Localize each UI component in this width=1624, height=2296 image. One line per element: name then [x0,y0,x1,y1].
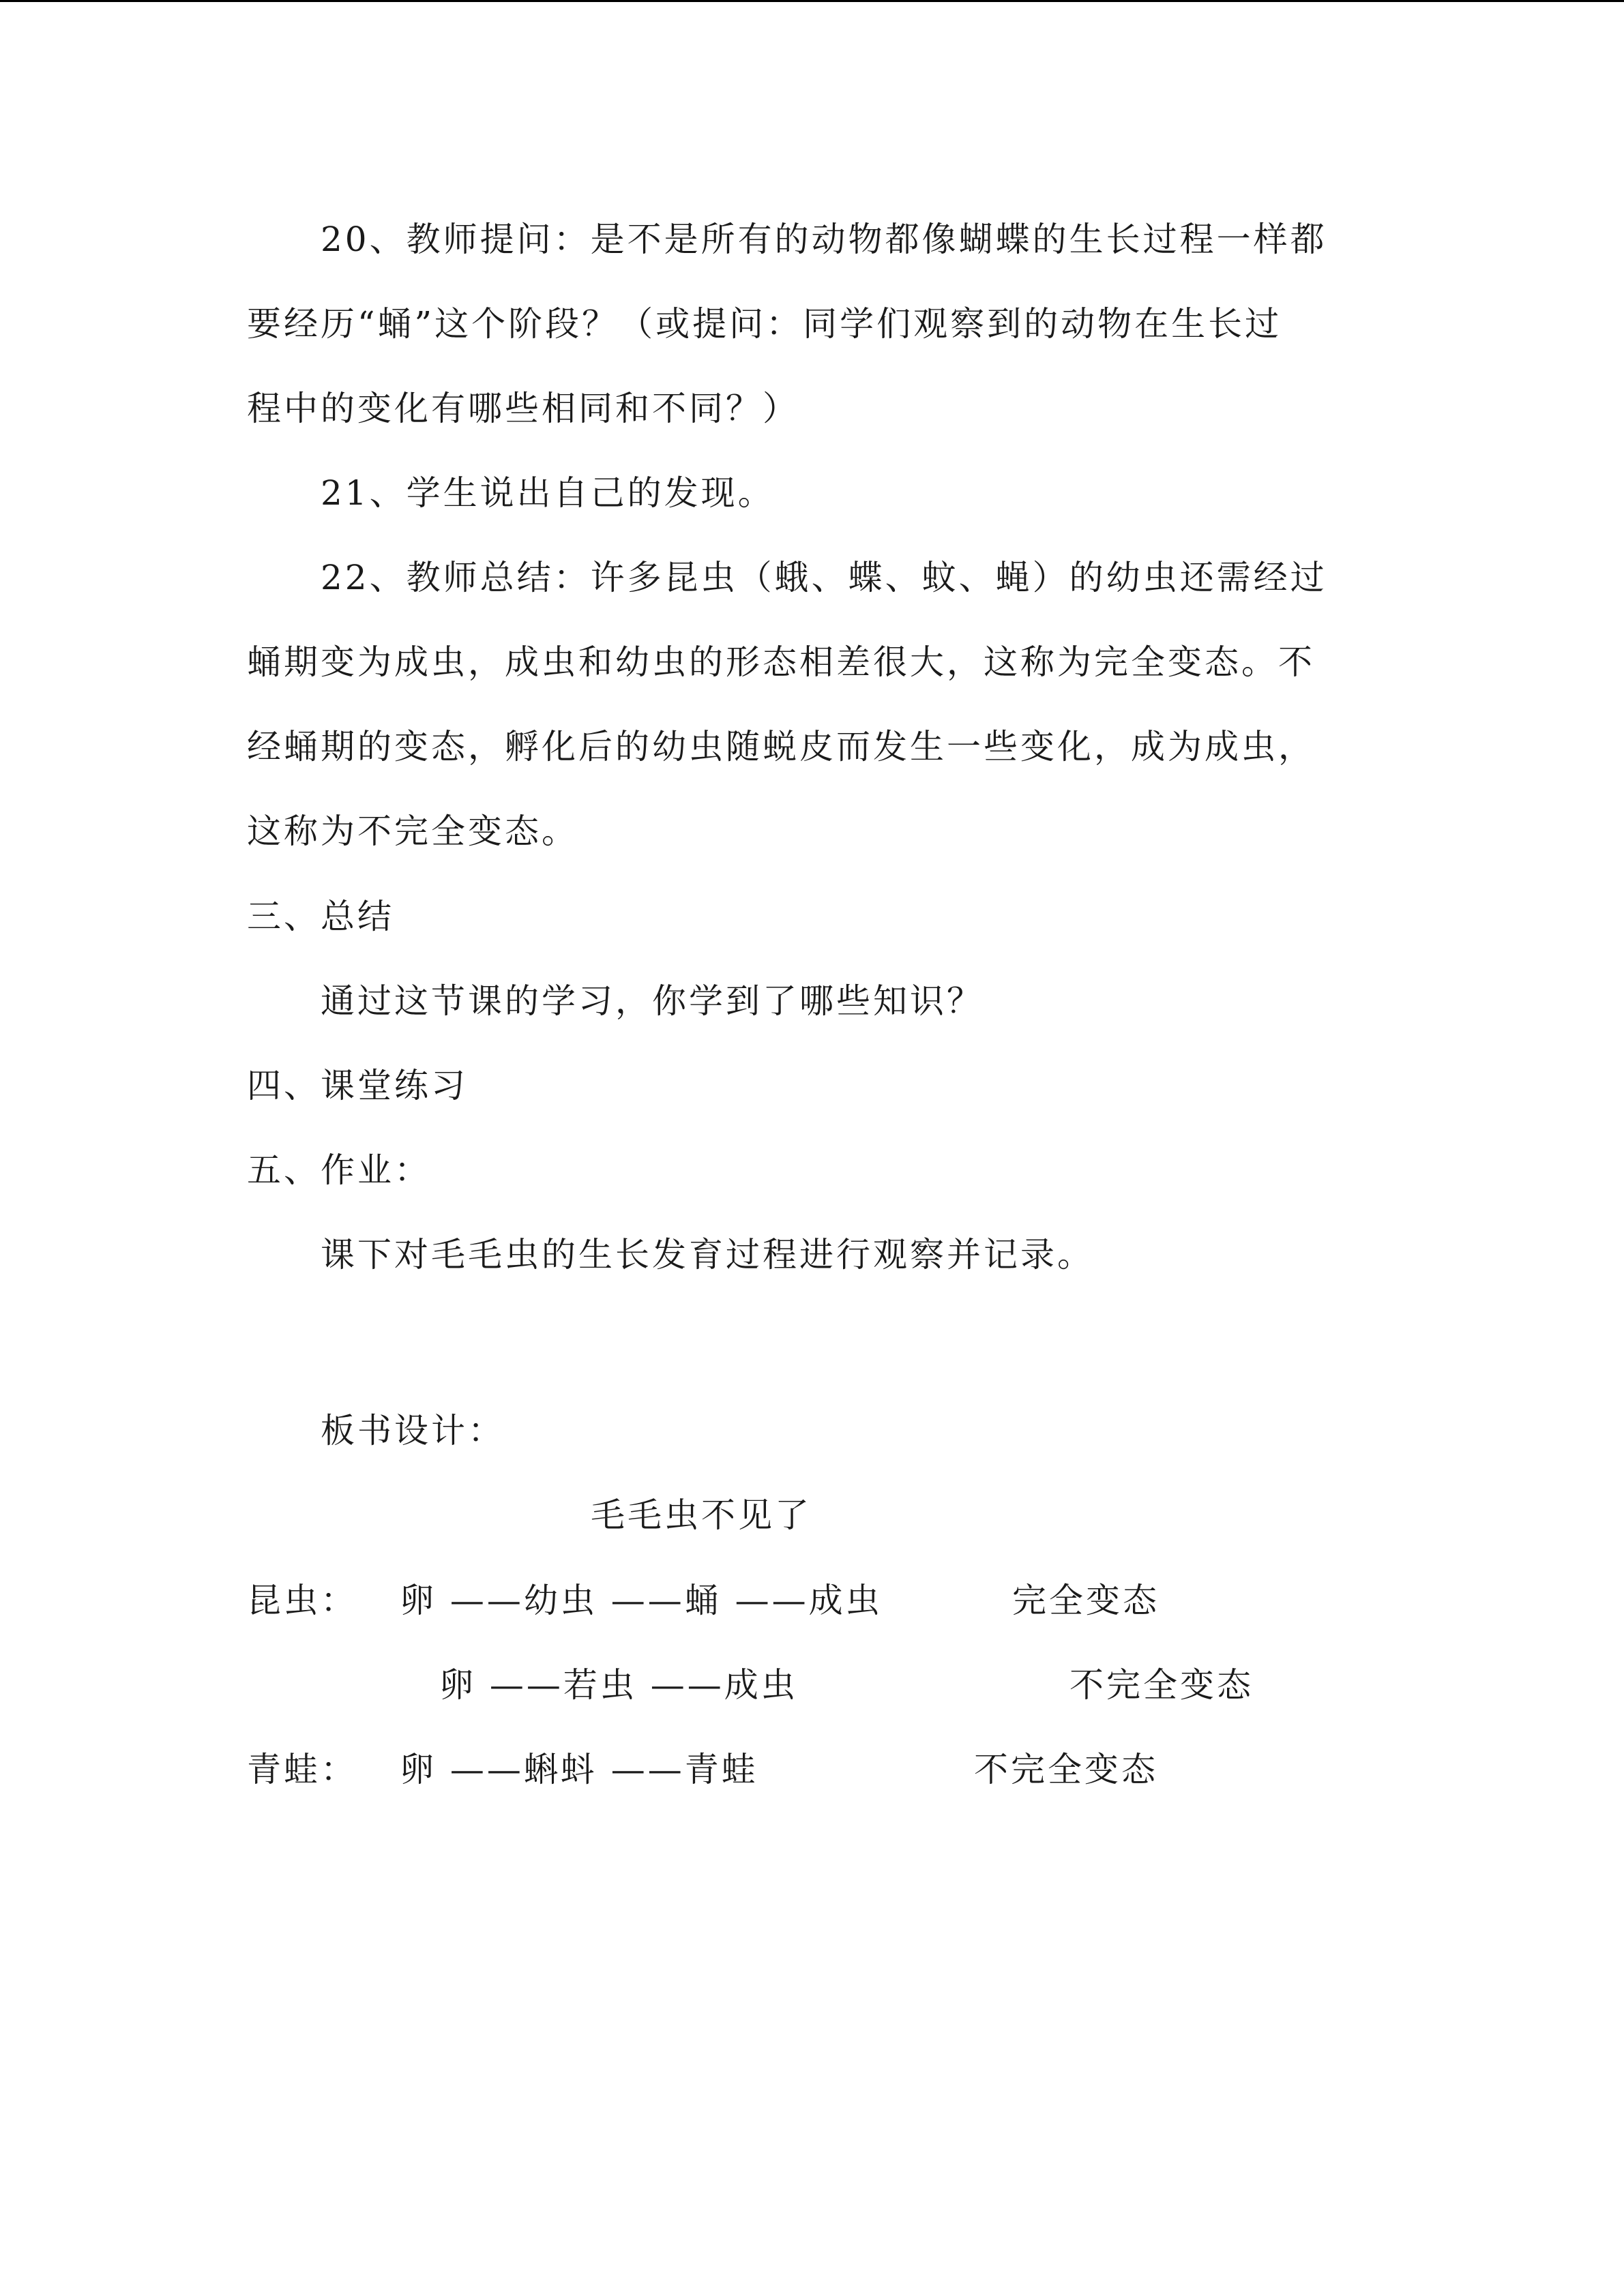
board-title: 毛毛虫不见了 [591,1495,812,1535]
paragraph-20-line-1: 20、教师提问：是不是所有的动物都像蝴蝶的生长过程一样都 [321,220,1327,259]
insect-label: 昆虫： [247,1581,357,1620]
frog-chain: 卵 ——蝌蚪 ——青蛙 [400,1750,758,1789]
paragraph-22-line-4: 这称为不完全变态。 [247,811,578,851]
paragraph-22-line-3: 经蛹期的变态，孵化后的幼虫随蜕皮而发生一些变化，成为成虫， [247,727,1315,766]
paragraph-22-line-1: 22、教师总结：许多昆虫（蛾、蝶、蚊、蝇）的幼虫还需经过 [321,558,1327,597]
paragraph-21: 21、学生说出自己的发现。 [321,473,775,513]
frog-type: 不完全变态 [974,1750,1158,1789]
section-4-heading: 四、课堂练习 [247,1066,468,1105]
insect-incomplete-type: 不完全变态 [1069,1665,1254,1705]
frog-label: 青蛙： [247,1750,357,1789]
insect-complete-type: 完全变态 [1012,1581,1160,1620]
section-3-text: 通过这节课的学习，你学到了哪些知识？ [321,981,984,1021]
paragraph-20-line-3: 程中的变化有哪些相同和不同？） [247,389,799,428]
section-3-heading: 三、总结 [247,897,394,936]
insect-incomplete-chain: 卵 ——若虫 ——成虫 [439,1665,798,1705]
board-design-label: 板书设计： [321,1411,505,1450]
top-border-line [0,0,1624,2]
insect-complete-chain: 卵 ——幼虫 ——蛹 ——成虫 [400,1581,883,1620]
paragraph-22-line-2: 蛹期变为成虫，成虫和幼虫的形态相差很大，这称为完全变态。不 [247,642,1315,682]
section-5-text: 课下对毛毛虫的生长发育过程进行观察并记录。 [321,1235,1094,1274]
section-5-heading: 五、作业： [247,1150,431,1190]
paragraph-20-line-2: 要经历“蛹”这个阶段？（或提问：同学们观察到的动物在生长过 [247,304,1282,344]
